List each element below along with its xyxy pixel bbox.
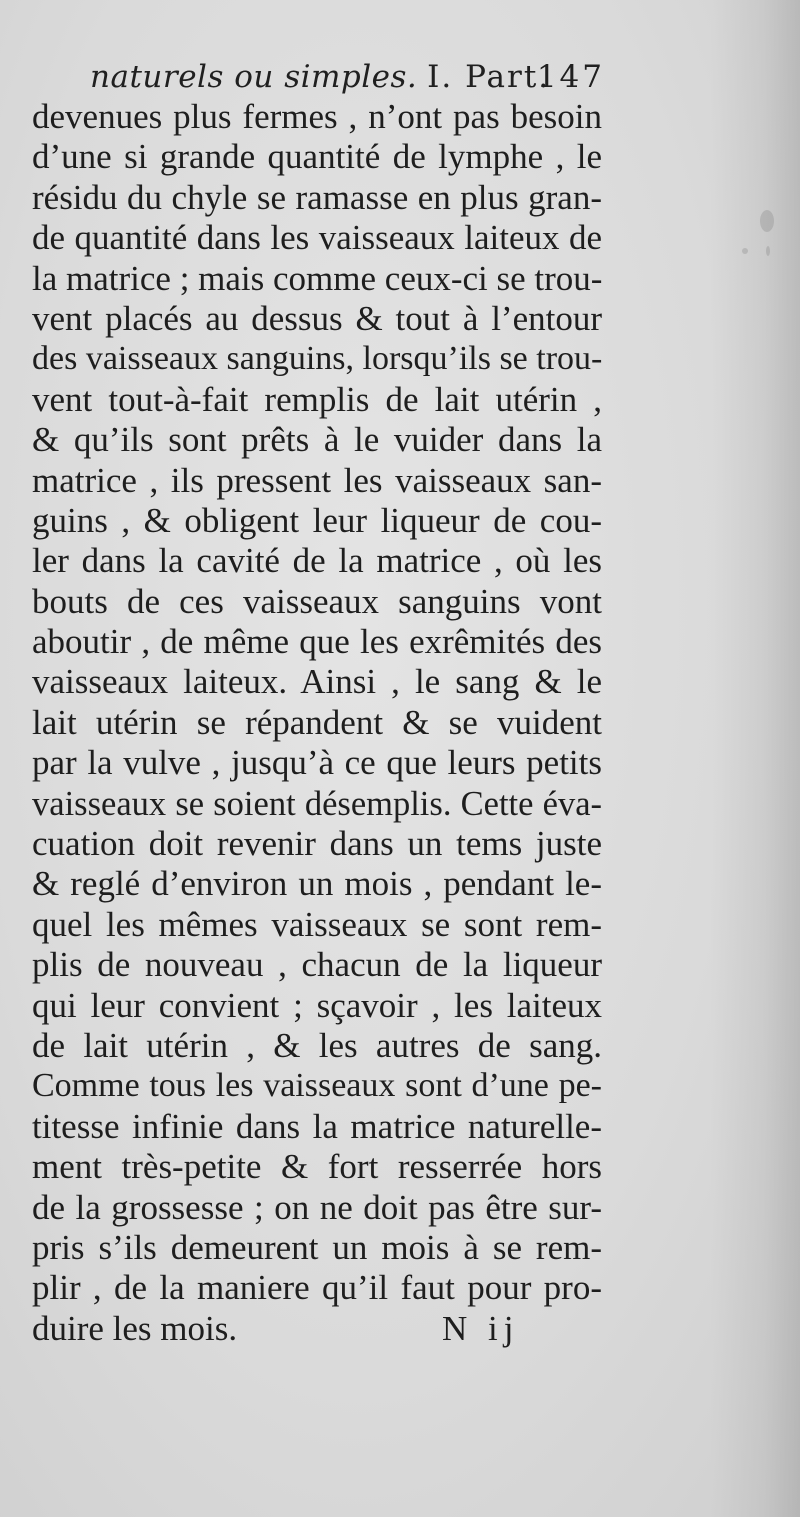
body-text (32, 97, 602, 1349)
text-line: d’une si grande quantité de lymphe , le (32, 137, 602, 177)
text-line: devenues plus fermes , n’ont pas besoin (32, 97, 602, 136)
text-line: bouts de ces vaisseaux sanguins vont (32, 581, 602, 621)
text-line: plis de nouveau , chacun de la liqueur (32, 945, 602, 985)
text-line: matrice , ils pressent les vaisseaux san- (32, 460, 602, 500)
text-line: résidu du chyle se ramasse en plus gran- (32, 177, 602, 217)
text-line: Comme tous les vaisseaux sont d’une pe- (32, 1067, 602, 1105)
text-line: de la grossesse ; on ne doit pas être sur- (32, 1187, 602, 1227)
text-line: & qu’ils sont prêts à le vuider dans la (32, 420, 602, 460)
paper-speck (766, 246, 770, 256)
text-line: de quantité dans les vaisseaux laiteux de (32, 218, 602, 258)
paper-speck (760, 210, 774, 232)
paper-speck (742, 248, 748, 254)
text-line: aboutir , de même que les exrêmités des (32, 622, 602, 662)
text-line: guins , & obligent leur liqueur de cou- (32, 500, 602, 540)
text-line: vent tout-à-fait remplis de lait utérin , (32, 379, 602, 419)
text-line: la matrice ; mais comme ceux-ci se trou- (32, 258, 603, 298)
page-number: 147 (536, 59, 605, 95)
text-line: ment très-petite & fort resserrée hors (32, 1147, 602, 1187)
last-line (32, 1309, 602, 1349)
text-line: lait utérin se répandent & se vuident (32, 702, 602, 742)
signature-mark: N ij (442, 1308, 520, 1348)
page-edge-shadow (710, 0, 800, 1517)
text-line: titesse infinie dans la matrice naturelle- (32, 1106, 602, 1146)
text-line: par la vulve , jusqu’à ce que leurs petits (32, 743, 602, 783)
text-line: quel les mêmes vaisseaux se sont rem- (32, 904, 602, 944)
text-line: vaisseaux laiteux. Ainsi , le sang & le (32, 662, 602, 702)
text-line: plir , de la maniere qu’il faut pour pro- (32, 1268, 602, 1308)
running-head-title: naturels ou simples. (90, 59, 418, 95)
text-line: vaisseaux se soient désemplis. Cette éva- (32, 784, 602, 823)
text-line: & reglé d’environ un mois , pendant le- (32, 864, 602, 904)
text-line: vent placés au dessus & tout à l’entour (32, 298, 602, 338)
text-line: de lait utérin , & les autres de sang. (32, 1025, 602, 1065)
text-line: qui leur convient ; sçavoir , les laiteux (32, 985, 602, 1025)
running-head (90, 52, 605, 102)
text-line: pris s’ils demeurent un mois à se rem- (32, 1227, 602, 1267)
text-line: des vaisseaux sanguins, lorsqu’ils se trou- (32, 340, 603, 378)
text-line: cuation doit revenir dans un tems juste (32, 824, 602, 864)
running-head-part: I. Part. (427, 59, 551, 95)
text-line: ler dans la cavité de la matrice , où les (32, 541, 602, 581)
last-line-text: duire les mois. (32, 1308, 238, 1348)
